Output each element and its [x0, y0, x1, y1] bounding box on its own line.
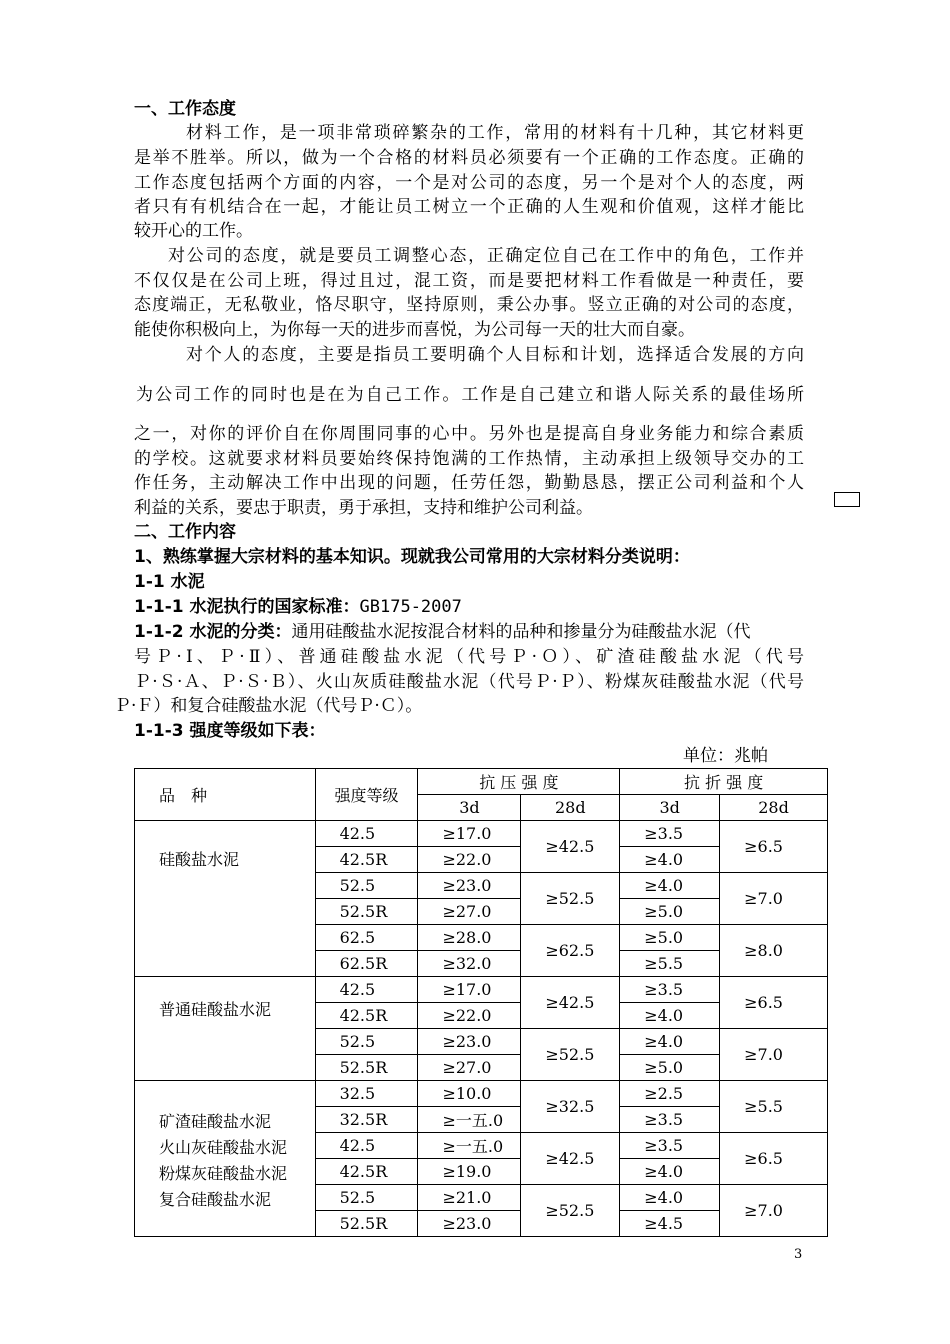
- flexural-3d-cell: ≥4.0: [620, 873, 720, 899]
- compressive-3d-cell: ≥23.0: [418, 1029, 521, 1055]
- flexural-3d-cell: ≥3.5: [620, 1133, 720, 1159]
- table-row: [135, 977, 828, 1003]
- section-heading-content: 二、工作内容: [134, 522, 236, 542]
- compressive-28d-cell: ≥52.5: [521, 1029, 620, 1081]
- compressive-3d-cell: ≥17.0: [418, 821, 521, 847]
- header-flexural-3d: 3d: [620, 795, 720, 821]
- flexural-3d-cell: ≥3.5: [620, 821, 720, 847]
- classification-label: 1-1-2 水泥的分类：: [134, 622, 292, 642]
- classification-text: 通用硅酸盐水泥按混合材料的品种和掺量分为硅酸盐水泥（代: [291, 622, 751, 642]
- table-caption: 1-1-3 强度等级如下表：: [134, 721, 326, 741]
- standard-label: 1-1-1 水泥执行的国家标准：: [134, 597, 360, 617]
- flexural-28d-cell: ≥7.0: [720, 1185, 828, 1237]
- grade-cell: 52.5: [315, 873, 418, 899]
- header-flexural-28d: 28d: [720, 795, 828, 821]
- grade-cell: 32.5R: [315, 1107, 418, 1133]
- compressive-28d-cell: ≥42.5: [521, 977, 620, 1029]
- paragraph-line: 态度端正，无私敬业，恪尽职守，坚持原则，秉公办事。竖立正确的对公司的态度，: [134, 295, 804, 315]
- compressive-3d-cell: ≥23.0: [418, 873, 521, 899]
- grade-cell: 42.5: [315, 821, 418, 847]
- compressive-28d-cell: ≥32.5: [521, 1081, 620, 1133]
- grade-cell: 52.5: [315, 1185, 418, 1211]
- compressive-28d-cell: ≥62.5: [521, 925, 620, 977]
- flexural-3d-cell: ≥4.5: [620, 1211, 720, 1237]
- grade-cell: 52.5R: [315, 1055, 418, 1081]
- table-row: [135, 1081, 828, 1107]
- compressive-3d-cell: ≥17.0: [418, 977, 521, 1003]
- classification-line: 号Ｐ·Ⅰ、Ｐ·Ⅱ）、普通硅酸盐水泥（代号Ｐ·Ｏ）、矿渣硅酸盐水泥（代号: [134, 647, 804, 667]
- flexural-28d-cell: ≥7.0: [720, 873, 828, 925]
- compressive-3d-cell: ≥23.0: [418, 1211, 521, 1237]
- grade-cell: 62.5: [315, 925, 418, 951]
- paragraph-line: 利益的关系，要忠于职责，勇于承担，支持和维护公司利益。: [134, 498, 593, 518]
- grade-cell: 32.5: [315, 1081, 418, 1107]
- flexural-3d-cell: ≥5.5: [620, 951, 720, 977]
- flexural-28d-cell: ≥5.5: [720, 1081, 828, 1133]
- variety-name: 粉煤灰硅酸盐水泥: [159, 1164, 288, 1183]
- compressive-3d-cell: ≥27.0: [418, 899, 521, 925]
- variety-name: 硅酸盐水泥: [159, 850, 240, 869]
- variety-name: 复合硅酸盐水泥: [159, 1190, 272, 1209]
- paragraph-line: 作任务，主动解决工作中出现的问题，任劳任怨，勤勤恳恳，摆正公司利益和个人: [134, 473, 804, 493]
- table-row: [135, 821, 828, 847]
- paragraph-line: 的学校。这就要求材料员要始终保持饱满的工作热情，主动承担上级领导交办的工: [134, 449, 804, 469]
- page-number: 3: [794, 1247, 803, 1262]
- compressive-3d-cell: ≥28.0: [418, 925, 521, 951]
- compressive-3d-cell: ≥一五.0: [418, 1107, 521, 1133]
- variety-name: 火山灰硅酸盐水泥: [159, 1138, 288, 1157]
- compressive-3d-cell: ≥21.0: [418, 1185, 521, 1211]
- grade-cell: 42.5R: [315, 1003, 418, 1029]
- paragraph-line: 是举不胜举。所以，做为一个合格的材料员必须要有一个正确的工作态度。正确的: [134, 148, 804, 168]
- grade-cell: 42.5R: [315, 1159, 418, 1185]
- grade-cell: 62.5R: [315, 951, 418, 977]
- flexural-3d-cell: ≥3.5: [620, 1107, 720, 1133]
- standard-value: GB175-2007: [359, 597, 462, 617]
- flexural-3d-cell: ≥4.0: [620, 847, 720, 873]
- cement-variety: [135, 977, 316, 1081]
- flexural-28d-cell: ≥7.0: [720, 1029, 828, 1081]
- flexural-28d-cell: ≥8.0: [720, 925, 828, 977]
- flexural-3d-cell: ≥2.5: [620, 1081, 720, 1107]
- flexural-3d-cell: ≥4.0: [620, 1029, 720, 1055]
- flexural-3d-cell: ≥5.0: [620, 899, 720, 925]
- classification-line: Ｐ·Ｓ·Ａ、Ｐ·Ｓ·Ｂ）、火山灰质硅酸盐水泥（代号Ｐ·Ｐ）、粉煤灰硅酸盐水泥（代号: [134, 672, 804, 692]
- compressive-3d-cell: ≥19.0: [418, 1159, 521, 1185]
- paragraph-line: 对个人的态度，主要是指员工要明确个人目标和计划，选择适合发展的方向: [186, 345, 804, 365]
- compressive-3d-cell: ≥27.0: [418, 1055, 521, 1081]
- grade-cell: 42.5: [315, 1133, 418, 1159]
- strength-table: [134, 768, 828, 1237]
- compressive-28d-cell: ≥42.5: [521, 1133, 620, 1185]
- compressive-3d-cell: ≥22.0: [418, 847, 521, 873]
- flexural-3d-cell: ≥4.0: [620, 1185, 720, 1211]
- compressive-28d-cell: ≥42.5: [521, 821, 620, 873]
- section-heading-attitude: 一、工作态度: [134, 99, 236, 119]
- variety-name: 普通硅酸盐水泥: [159, 1000, 272, 1019]
- paragraph-line: 者只有有机结合在一起，才能让员工树立一个正确的人生观和价值观，这样才能比: [134, 197, 804, 217]
- paragraph-line: 之一，对你的评价自在你周围同事的心中。另外也是提高自身业务能力和综合素质: [134, 424, 804, 444]
- header-compressive-3d: 3d: [418, 795, 521, 821]
- grade-cell: 52.5: [315, 1029, 418, 1055]
- header-compressive: 抗 压 强 度: [418, 769, 620, 795]
- flexural-3d-cell: ≥4.0: [620, 1003, 720, 1029]
- flexural-3d-cell: ≥3.5: [620, 977, 720, 1003]
- compressive-28d-cell: ≥52.5: [521, 1185, 620, 1237]
- compressive-28d-cell: ≥52.5: [521, 873, 620, 925]
- unit-label: 单位：兆帕: [683, 746, 768, 766]
- paragraph-line: 为公司工作的同时也是在为自己工作。工作是自己建立和谐人际关系的最佳场所: [136, 385, 804, 405]
- margin-box: [834, 492, 860, 507]
- cement-variety: [135, 1081, 316, 1237]
- grade-cell: 52.5R: [315, 1211, 418, 1237]
- grade-cell: 42.5R: [315, 847, 418, 873]
- flexural-3d-cell: ≥4.0: [620, 1159, 720, 1185]
- classification-first-line: [134, 621, 751, 643]
- standard-line: [134, 596, 462, 618]
- flexural-28d-cell: ≥6.5: [720, 1133, 828, 1185]
- paragraph-line: 不仅仅是在公司上班，得过且过，混工资，而是要把材料工作看做是一种责任，要: [134, 271, 804, 291]
- compressive-3d-cell: ≥22.0: [418, 1003, 521, 1029]
- header-grade: 强度等级: [315, 769, 418, 821]
- paragraph-line: 能使你积极向上，为你每一天的进步而喜悦，为公司每一天的壮大而自豪。: [134, 320, 695, 340]
- paragraph-line: 对公司的态度，就是要员工调整心态，正确定位自己在工作中的角色，工作并: [168, 246, 804, 266]
- grade-cell: 52.5R: [315, 899, 418, 925]
- variety-name: 矿渣硅酸盐水泥: [159, 1112, 272, 1131]
- grade-cell: 42.5: [315, 977, 418, 1003]
- header-compressive-28d: 28d: [521, 795, 620, 821]
- paragraph-line: 材料工作，是一项非常琐碎繁杂的工作，常用的材料有十几种，其它材料更: [186, 123, 804, 143]
- flexural-28d-cell: ≥6.5: [720, 977, 828, 1029]
- cement-variety: [135, 821, 316, 977]
- compressive-3d-cell: ≥32.0: [418, 951, 521, 977]
- classification-line: Ｐ·Ｆ）和复合硅酸盐水泥（代号Ｐ·Ｃ）。: [114, 696, 423, 716]
- flexural-3d-cell: ≥5.0: [620, 925, 720, 951]
- paragraph-line: 较开心的工作。: [134, 221, 253, 241]
- paragraph-line: 工作态度包括两个方面的内容，一个是对公司的态度，另一个是对个人的态度，两: [134, 173, 804, 193]
- item-heading: 1、熟练掌握大宗材料的基本知识。现就我公司常用的大宗材料分类说明：: [134, 547, 690, 567]
- flexural-28d-cell: ≥6.5: [720, 821, 828, 873]
- header-variety: 品 种: [135, 769, 316, 821]
- compressive-3d-cell: ≥10.0: [418, 1081, 521, 1107]
- compressive-3d-cell: ≥一五.0: [418, 1133, 521, 1159]
- header-flexural: 抗 折 强 度: [620, 769, 828, 795]
- sub-heading-cement: 1-1 水泥: [134, 572, 205, 592]
- flexural-3d-cell: ≥5.0: [620, 1055, 720, 1081]
